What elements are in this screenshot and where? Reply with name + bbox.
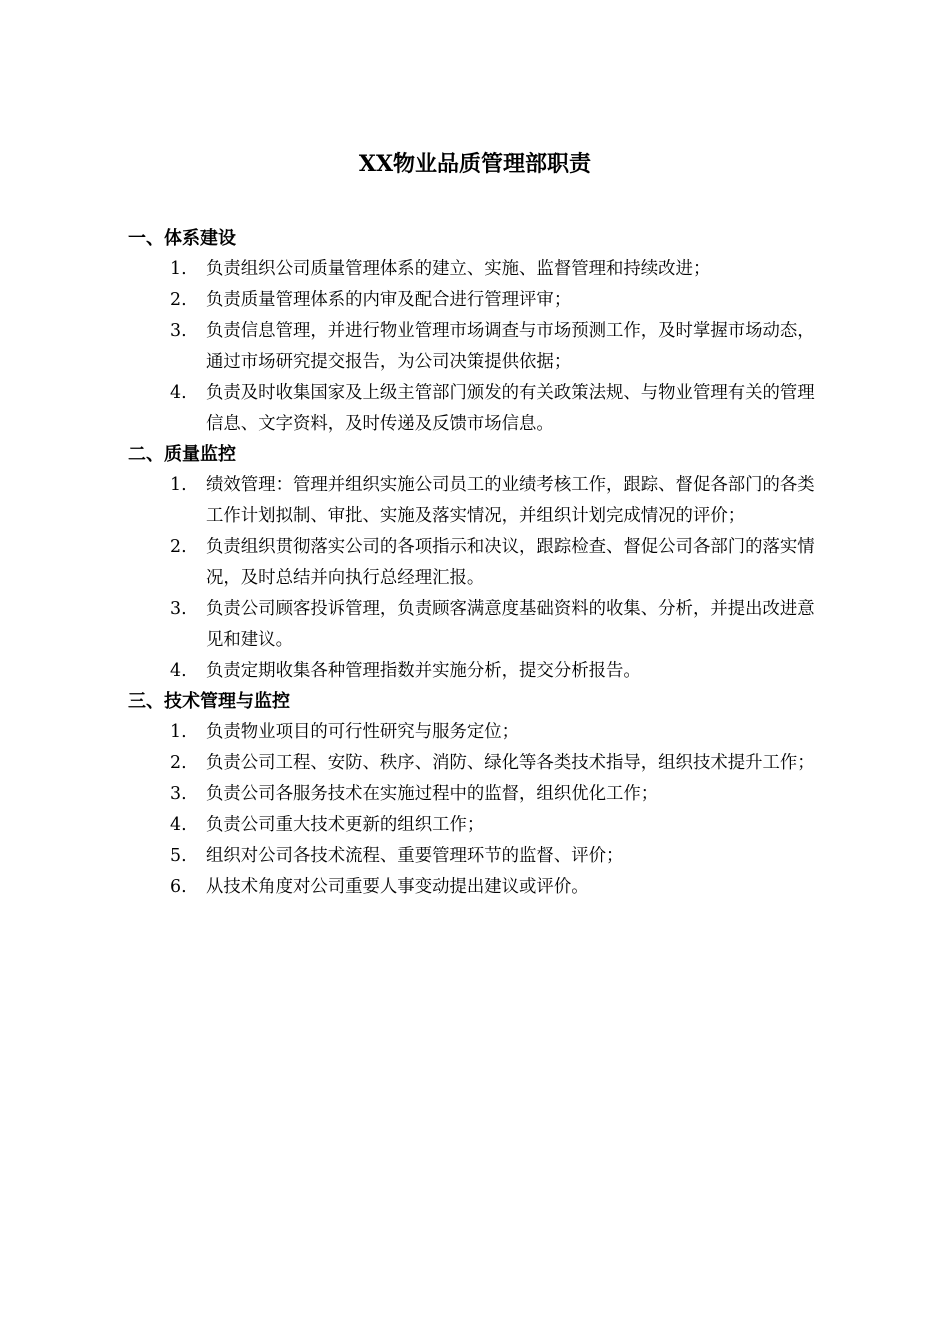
section-item-list: [128, 470, 828, 687]
list-item: [128, 470, 828, 532]
section-technical-management: [128, 687, 828, 903]
item-number: 2.: [170, 290, 187, 310]
item-number: 3.: [170, 321, 187, 341]
item-number: 6.: [170, 877, 187, 897]
list-item: [128, 748, 828, 779]
item-text: 负责公司工程、安防、秩序、消防、绿化等各类技术指导，组织技术提升工作；: [206, 753, 815, 773]
item-number: 3.: [170, 784, 187, 804]
item-text: 负责公司各服务技术在实施过程中的监督，组织优化工作；: [206, 784, 659, 804]
list-item: [128, 872, 828, 903]
item-number: 3.: [170, 599, 187, 619]
item-number: 4.: [170, 661, 187, 681]
list-item: [128, 841, 828, 872]
document-content: [128, 224, 828, 903]
list-item: [128, 656, 828, 687]
item-text: 负责组织公司质量管理体系的建立、实施、监督管理和持续改进；: [206, 259, 711, 279]
item-text: 负责信息管理，并进行物业管理市场调查与市场预测工作，及时掌握市场动态，通过市场研究提交报告，为公司决策提供依据；: [206, 321, 815, 372]
list-item: [128, 378, 828, 440]
item-text: 绩效管理：管理并组织实施公司员工的业绩考核工作，跟踪、督促各部门的各类工作计划拟制、审批、实施及落实情况，并组织计划完成情况的评价；: [206, 475, 815, 526]
list-item: [128, 810, 828, 841]
section-heading: 二、质量监控: [128, 444, 236, 465]
section-item-list: [128, 717, 828, 903]
list-item: [128, 532, 828, 594]
item-text: 负责公司重大技术更新的组织工作；: [206, 815, 485, 835]
section-heading: 三、技术管理与监控: [128, 691, 290, 712]
document-title: XX物业品质管理部职责: [358, 151, 592, 177]
item-number: 1.: [170, 259, 187, 279]
section-quality-monitoring: [128, 440, 828, 687]
list-item: [128, 285, 828, 316]
item-text: 从技术角度对公司重要人事变动提出建议或评价。: [206, 877, 589, 897]
item-number: 1.: [170, 722, 187, 742]
list-item: [128, 316, 828, 378]
section-heading: 一、体系建设: [128, 228, 236, 249]
item-number: 2.: [170, 753, 187, 773]
item-number: 4.: [170, 815, 187, 835]
section-item-list: [128, 254, 828, 440]
section-system-building: [128, 224, 828, 440]
item-number: 5.: [170, 846, 187, 866]
item-text: 负责质量管理体系的内审及配合进行管理评审；: [206, 290, 572, 310]
list-item: [128, 717, 828, 748]
item-text: 负责物业项目的可行性研究与服务定位；: [206, 722, 520, 742]
list-item: [128, 779, 828, 810]
list-item: [128, 594, 828, 656]
item-text: 负责组织贯彻落实公司的各项指示和决议，跟踪检查、督促公司各部门的落实情况，及时总结并向执行总经理汇报。: [206, 537, 815, 588]
item-text: 负责及时收集国家及上级主管部门颁发的有关政策法规、与物业管理有关的管理信息、文字资料，及时传递及反馈市场信息。: [206, 383, 815, 434]
item-text: 负责公司顾客投诉管理，负责顾客满意度基础资料的收集、分析，并提出改进意见和建议。: [206, 599, 815, 650]
item-text: 组织对公司各技术流程、重要管理环节的监督、评价；: [206, 846, 624, 866]
item-number: 1.: [170, 475, 187, 495]
item-number: 2.: [170, 537, 187, 557]
list-item: [128, 254, 828, 285]
item-text: 负责定期收集各种管理指数并实施分析，提交分析报告。: [206, 661, 641, 681]
item-number: 4.: [170, 383, 187, 403]
